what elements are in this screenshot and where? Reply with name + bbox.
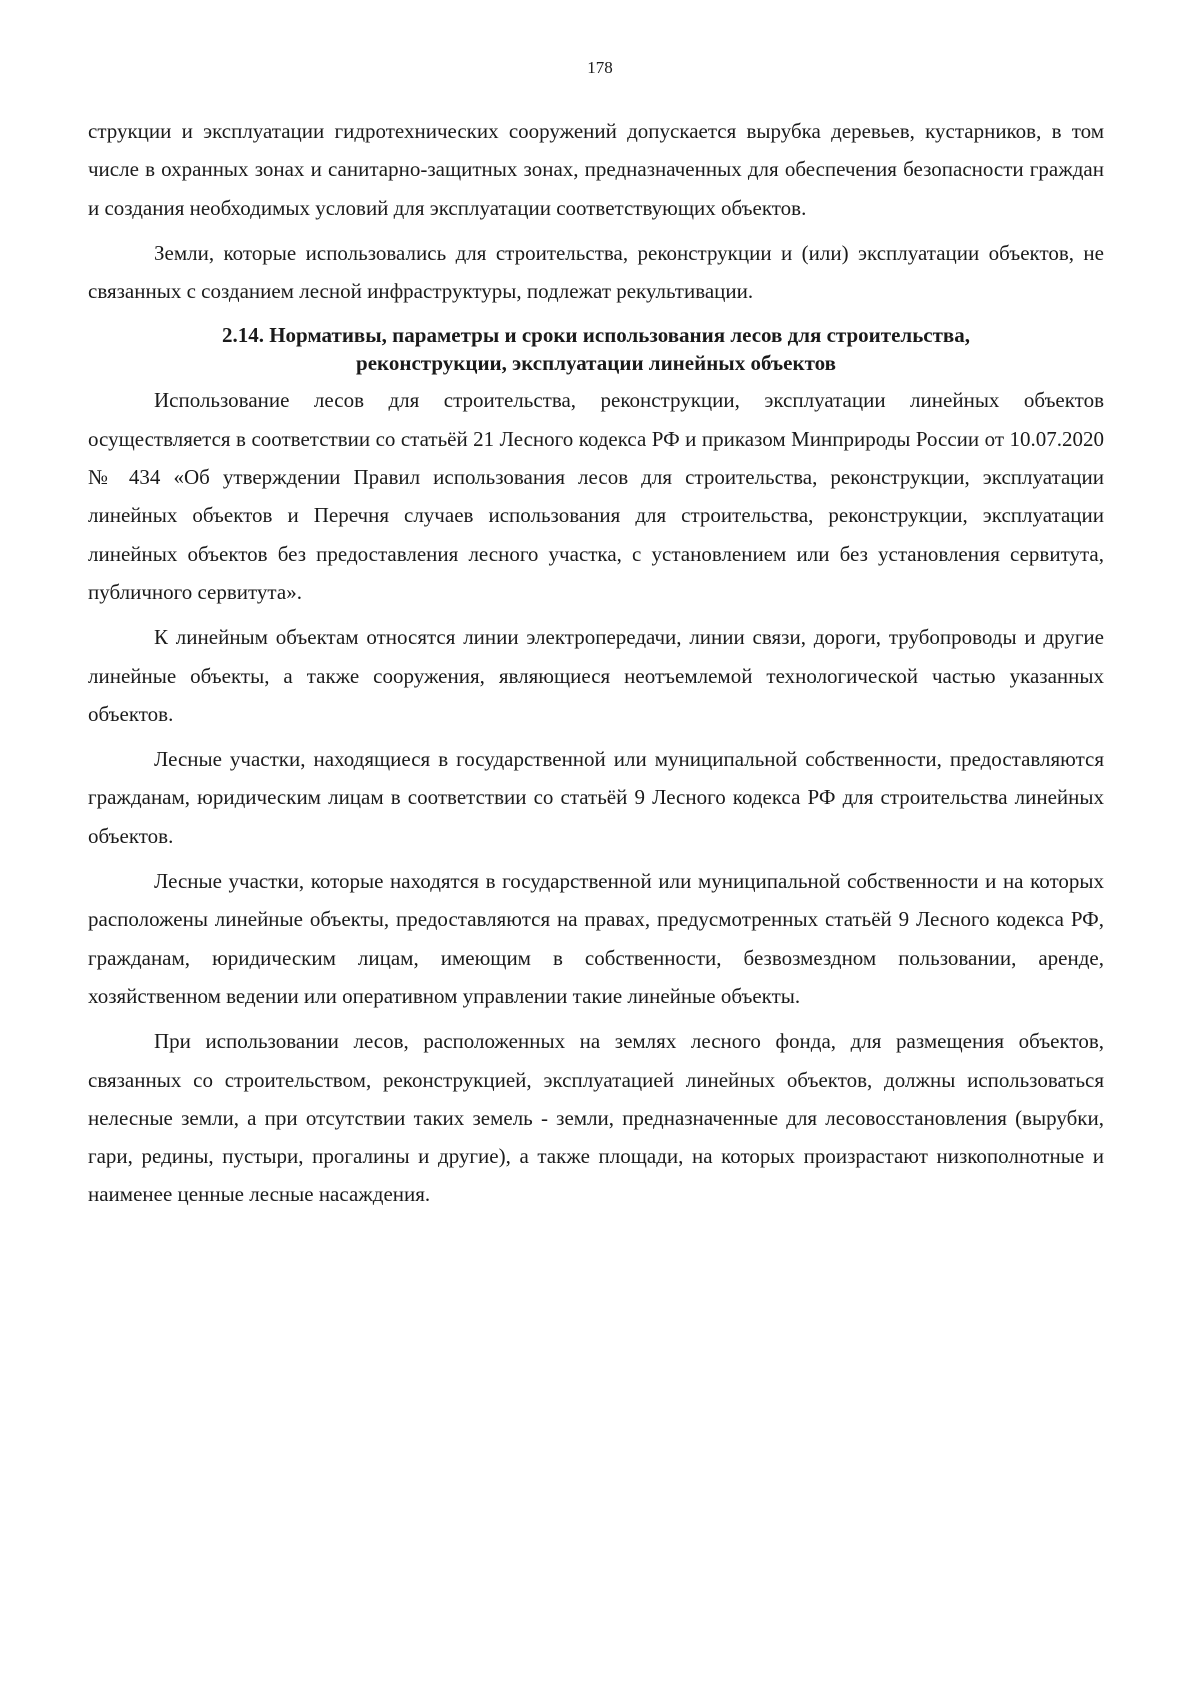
paragraph-plots-provision: Лесные участки, находящиеся в государственной или муниципальной собственности, предоставляются гражданам, юридическим лицам в соответствии со статьёй 9 Лесного кодекса РФ для строительства линейных объектов. <box>88 747 1104 848</box>
page-body <box>88 112 1104 1214</box>
paragraph-plots-with-objects: Лесные участки, которые находятся в государственной или муниципальной собственности и на которых расположены линейные объекты, предоставляются на правах, предусмотренных статьёй 9 Лесного кодекса РФ, гражданам, юридическим лицам, имеющим в собственности, безвозмездном пользовании, аренде, хозяйственном ведении или оперативном управлении такие линейные объекты. <box>88 869 1104 1008</box>
paragraph-linear-objects-definition: К линейным объектам относятся линии электропередачи, линии связи, дороги, трубопроводы и другие линейные объекты, а также сооружения, являющиеся неотъемлемой технологической частью указанных объектов. <box>88 625 1104 726</box>
section-heading <box>88 321 1104 377</box>
paragraph-continuation: струкции и эксплуатации гидротехнических сооружений допускается вырубка деревьев, кустарников, в том числе в охранных зонах и санитарно-защитных зонах, предназначенных для обеспечения безопасности граждан и создания необходимых условий для эксплуатации соответствующих объектов. <box>88 119 1104 220</box>
paragraph-land-priority: При использовании лесов, расположенных на землях лесного фонда, для размещения объектов, связанных со строительством, реконструкцией, эксплуатацией линейных объектов, должны использоваться нелесные земли, а при отсутствии таких земель - земли, предназначенные для лесовосстановления (вырубки, гари, редины, пустыри, прогалины и другие), а также площади, на которых произрастают низкополнотные и наименее ценные лесные насаждения. <box>88 1029 1104 1207</box>
paragraph-forest-use-basis: Использование лесов для строительства, реконструкции, эксплуатации линейных объектов осуществляется в соответствии со статьёй 21 Лесного кодекса РФ и приказом Минприроды России от 10.07.2020 № 434 «Об утверждении Правил использования лесов для строительства, реконструкции, эксплуатации линейных объектов и Перечня случаев использования для строительства, реконструкции, эксплуатации линейных объектов без предоставления лесного участка, с установлением или без установления сервитута, публичного сервитута». <box>88 388 1104 604</box>
page-number: 178 <box>587 58 613 77</box>
section-heading-line-2: реконструкции, эксплуатации линейных объектов <box>356 351 836 376</box>
paragraph-land-reclamation: Земли, которые использовались для строительства, реконструкции и (или) эксплуатации объектов, не связанных с созданием лесной инфраструктуры, подлежат рекультивации. <box>88 240 1104 304</box>
section-heading-line-1: 2.14. Нормативы, параметры и сроки использования лесов для строительства, <box>221 323 971 348</box>
